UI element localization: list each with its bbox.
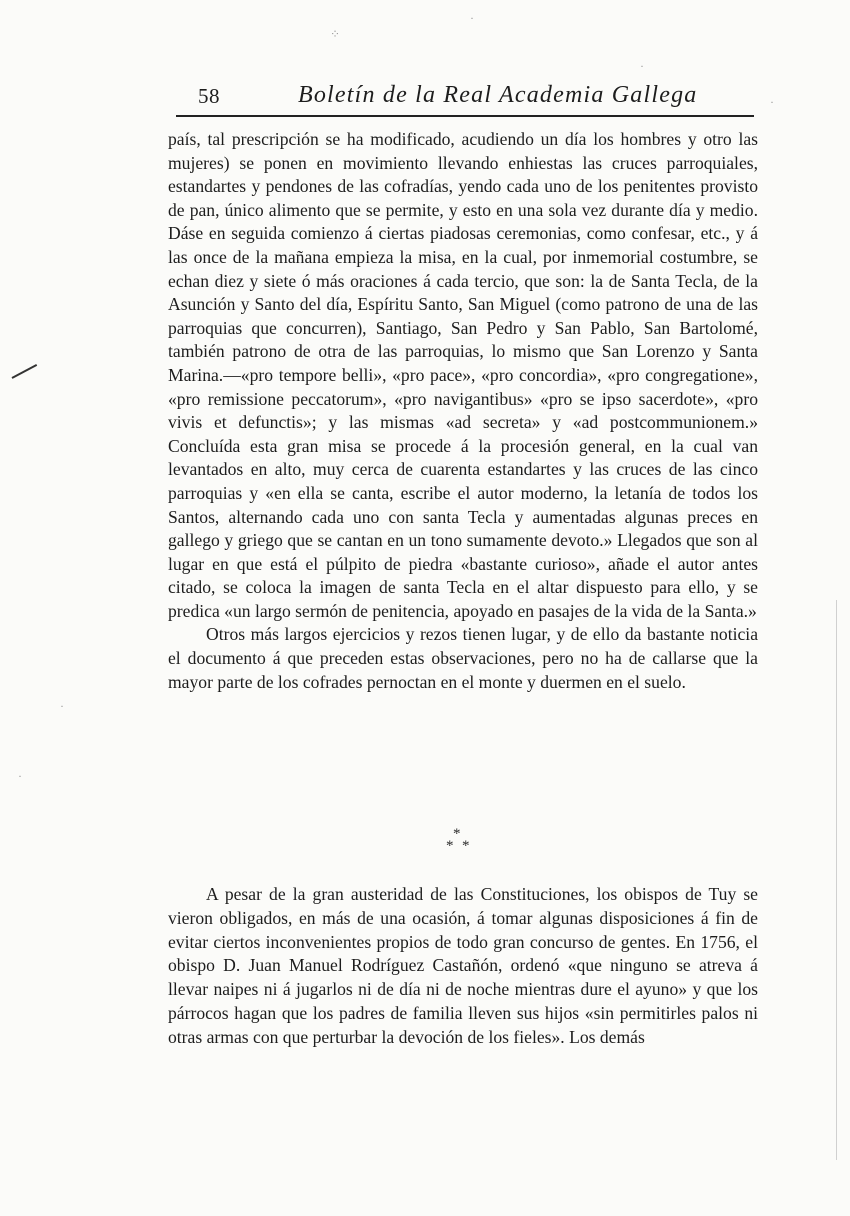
body-text-bottom — [168, 883, 758, 1050]
scan-speck: · — [640, 59, 644, 73]
scan-speck: · — [18, 769, 22, 783]
asterism-star: * — [462, 838, 470, 854]
body-text-top — [168, 128, 758, 694]
paragraph-continuation: país, tal prescripción se ha modificado, acudiendo un día los hombres y otro las mujeres) se ponen en movimiento llevando enhiestas las cruces parroquiales, estandartes y pendones de las cofradías, yendo cada uno de los penitentes provisto de pan, único alimento que se permite, y esto en una sola vez durante día y medio. Dáse en seguida comienzo á ciertas piadosas ceremonias, como confesar, etc., y á las once de la mañana empieza la misa, en la cual, por inmemorial costumbre, se echan diez y siete ó más oraciones á cada tercio, que son: la de Santa Tecla, de la Asunción y Santo del día, Espíritu Santo, San Miguel (como patrono de una de las parroquias que concurren), Santiago, San Pedro y San Pablo, San Bartolomé, también patrono de otra de las parroquias, lo mismo que San Lorenzo y Santa Marina.—«pro tempore belli», «pro pace», «pro concordia», «pro congregatione», «pro remissione peccatorum», «pro navigantibus» «pro se ipso sacerdote», «pro vivis et defunctis»; y las mismas «ad secreta» y «ad postcommunionem.» Concluída esta gran misa se procede á la procesión general, en la cual van levantados en alto, muy cerca de cuarenta estandartes y las cruces de las cinco parroquias y «en ella se canta, escribe el autor moderno, la letanía de todos los Santos, alternando cada uno con santa Tecla y aumentadas algunas preces en gallego y griego que se cantan en un tono sumamente devoto.» Llegados que son al lugar en que está el púlpito de piedra «bastante curioso», añade el autor antes citado, se coloca la imagen de santa Tecla en el altar dispuesto para ello, y se predica «un largo sermón de penitencia, apoyado en pasajes de la vida de la Santa.» — [168, 129, 758, 621]
page-header — [198, 82, 754, 112]
page-edge-shadow — [836, 600, 837, 1160]
scan-speck: ⁘ — [330, 27, 341, 41]
scan-speck: · — [770, 95, 774, 109]
running-title: Boletín de la Real Academia Gallega — [298, 82, 698, 108]
page-number: 58 — [198, 84, 220, 108]
scan-speck: · — [470, 11, 474, 25]
scan-speck: · — [60, 699, 64, 713]
paragraph: A pesar de la gran austeridad de las Constituciones, los obispos de Tuy se vieron obligados, en más de una ocasión, á tomar algunas disposiciones á fin de evitar ciertos inconvenientes propios de todo gran concurso de gentes. En 1756, el obispo D. Juan Manuel Rodríguez Castañón, ordenó «que ninguno se atreva á llevar naipes ni á jugarlos ni de día ni de noche mientras dure el ayuno» y que los párrocos hagan que los padres de familia lleven sus hijos «sin permitirles palos ni otras armas con que perturbar la devoción de los fieles». Los demás — [168, 884, 758, 1047]
paragraph: Otros más largos ejercicios y rezos tienen lugar, y de ello da bastante noticia el documento á que preceden estas observaciones, pero no ha de callarse que la mayor parte de los cofrades pernoctan en el monte y duermen en el suelo. — [168, 624, 758, 692]
asterism-star: * — [453, 826, 461, 842]
margin-pen-stroke — [12, 364, 38, 379]
asterism-star: * — [446, 838, 454, 854]
section-asterism — [430, 826, 490, 866]
header-rule — [176, 115, 754, 117]
